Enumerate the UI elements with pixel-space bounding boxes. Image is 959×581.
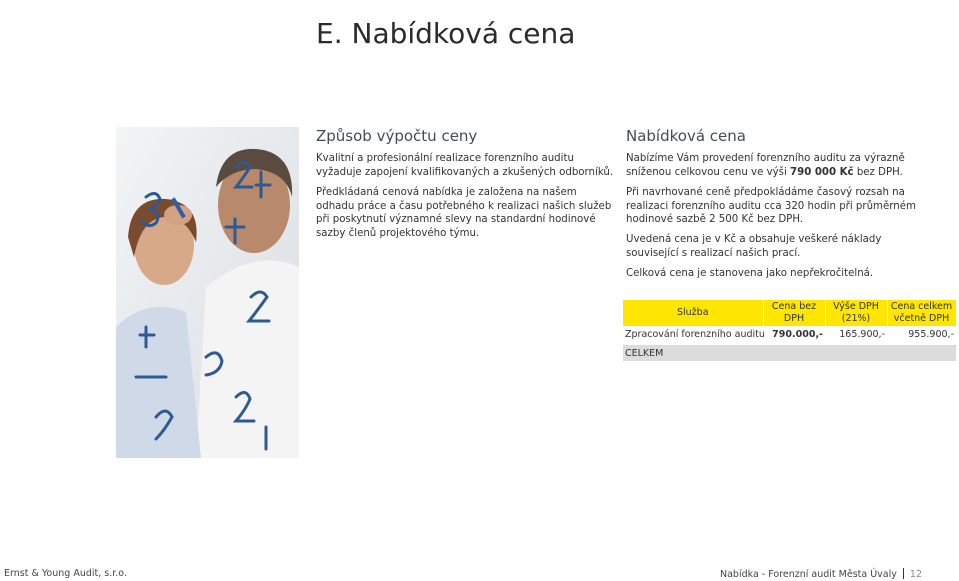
footer-document: Nabídka - Forenzní audit Města Úvaly	[720, 569, 897, 580]
total-empty-cell	[763, 344, 825, 361]
header-service: Služba	[623, 300, 763, 326]
offer-paragraph-1-suffix: bez DPH.	[853, 166, 903, 178]
total-empty-cell	[887, 344, 956, 361]
total-row	[623, 344, 956, 361]
offer-paragraph-3: Uvedená cena je v Kč a obsahuje veškeré náklady související s realizací našich prací.	[626, 234, 882, 259]
cell-vat: 165.900,-	[825, 326, 887, 344]
photo-illustration	[116, 127, 299, 458]
calculation-method-heading: Způsob výpočtu ceny	[316, 127, 478, 145]
cell-service: Zpracování forenzního auditu	[623, 326, 763, 344]
page-title: E. Nabídková cena	[316, 16, 576, 50]
offer-paragraph-4: Celková cena je stanovena jako nepřekročitelná.	[626, 268, 874, 279]
cell-total-with-vat: 955.900,-	[887, 326, 956, 344]
offer-paragraph-1	[626, 152, 926, 179]
offer-paragraph-2: Při navrhované ceně předpokládáme časový rozsah na realizaci forenzního auditu cca 320 hodin při průměrném hodinové sazbě 2 500 Kč bez DPH.	[626, 187, 916, 225]
page-number: 12	[909, 569, 922, 580]
header-total-with-vat: Cena celkem včetně DPH	[887, 300, 956, 326]
header-vat: Výše DPH (21%)	[825, 300, 887, 326]
people-writing-on-glass-photo	[116, 127, 299, 458]
cell-price-without-vat: 790.000,-	[763, 326, 825, 344]
total-label: CELKEM	[623, 344, 763, 361]
offer-paragraph-1-prefix: Nabízíme Vám provedení forenzního auditu za výrazně sníženou celkovou cenu ve výši	[626, 153, 905, 178]
footer-separator	[903, 568, 904, 579]
footer-document-info	[720, 568, 922, 580]
price-table-header	[623, 300, 956, 326]
table-row	[623, 326, 956, 344]
price-table	[623, 300, 957, 361]
calculation-paragraph-1: Kvalitní a profesionální realizace forenzního auditu vyžaduje zapojení kvalifikovaných a zkušených odborníků.	[316, 153, 614, 178]
footer-company: Ernst & Young Audit, s.r.o.	[4, 568, 127, 579]
offer-amount: 790 000 Kč	[790, 166, 854, 178]
header-price-without-vat: Cena bez DPH	[763, 300, 825, 326]
total-empty-cell	[825, 344, 887, 361]
calculation-paragraph-2: Předkládaná cenová nabídka je založena na našem odhadu práce a času potřebného k realizaci našich služeb při poskytnutí významné slevy na standardní hodinové sazby členů projektového týmu.	[316, 187, 612, 239]
offer-price-heading: Nabídková cena	[626, 127, 746, 145]
